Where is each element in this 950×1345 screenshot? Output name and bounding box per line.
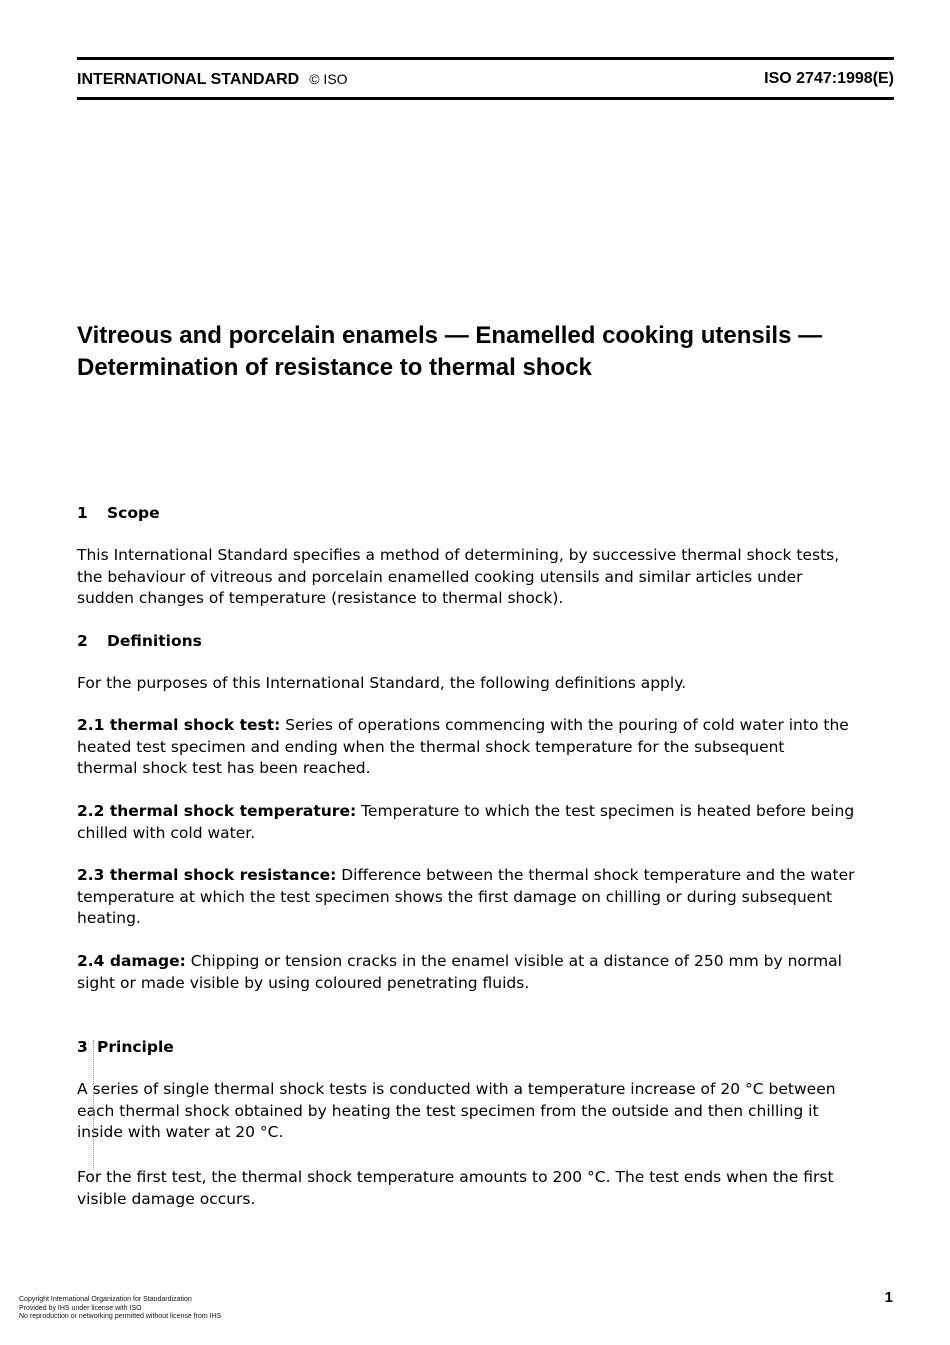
title-line-2: Determination of resistance to thermal shock bbox=[77, 354, 592, 381]
definition-term: 2.1 thermal shock test: bbox=[77, 716, 281, 734]
principle-paragraph-2 bbox=[77, 1167, 907, 1210]
header-doc-number: ISO 2747:1998(E) bbox=[764, 70, 894, 87]
text-line: sight or made visible by using coloured penetrating fluids. bbox=[77, 973, 530, 992]
header-bottom-rule bbox=[77, 97, 894, 100]
margin-dotted-mark bbox=[93, 1040, 95, 1170]
definition-2-1 bbox=[77, 715, 907, 780]
text-line: visible damage occurs. bbox=[77, 1189, 256, 1208]
section-number: 3 bbox=[77, 1038, 88, 1056]
definitions-intro bbox=[77, 673, 907, 695]
section-title: Scope bbox=[107, 504, 160, 522]
text-line: For the first test, the thermal shock temperature amounts to 200 °C. The test ends when the first bbox=[77, 1168, 834, 1186]
text-line: This International Standard specifies a method of determining, by successive thermal shock tests, bbox=[77, 546, 840, 564]
principle-paragraph-1 bbox=[77, 1079, 907, 1144]
definition-2-2 bbox=[77, 801, 907, 844]
header-copyright: © ISO bbox=[309, 71, 348, 87]
text-line: For the purposes of this International Standard, the following definitions apply. bbox=[77, 674, 687, 692]
header-top-rule bbox=[77, 57, 894, 60]
text-line: A series of single thermal shock tests is conducted with a temperature increase of 20 °C between bbox=[77, 1080, 836, 1098]
document-title bbox=[77, 320, 907, 384]
text-line: heated test specimen and ending when the thermal shock temperature for the subsequent bbox=[77, 737, 785, 756]
text-line: Chipping or tension cracks in the enamel visible at a distance of 250 mm by normal bbox=[185, 952, 842, 970]
definition-term: 2.4 damage: bbox=[77, 952, 186, 970]
text-line: Series of operations commencing with the pouring of cold water into the bbox=[280, 716, 849, 734]
scope-paragraph bbox=[77, 545, 907, 610]
text-line: the behaviour of vitreous and porcelain enamelled cooking utensils and similar articles under bbox=[77, 567, 803, 586]
text-line: heating. bbox=[77, 909, 141, 927]
header-left bbox=[77, 69, 348, 90]
definition-2-4 bbox=[77, 951, 907, 994]
footer-line: Copyright International Organization for Standardization bbox=[19, 1296, 192, 1303]
section-1-heading bbox=[77, 503, 160, 523]
definition-term: 2.3 thermal shock resistance: bbox=[77, 866, 337, 884]
section-3-heading bbox=[77, 1037, 174, 1057]
header-standard-label: INTERNATIONAL STANDARD bbox=[77, 71, 300, 88]
text-line: sudden changes of temperature (resistance to thermal shock). bbox=[77, 589, 564, 607]
section-number: 1 bbox=[77, 504, 88, 522]
text-line: Temperature to which the test specimen is heated before being bbox=[356, 802, 855, 820]
section-number: 2 bbox=[77, 632, 88, 650]
title-line-1: Vitreous and porcelain enamels — Enamelled cooking utensils — bbox=[77, 322, 823, 349]
footer-line: Provided by IHS under license with ISO bbox=[19, 1304, 142, 1312]
footer-line: No reproduction or networking permitted without license from IHS bbox=[19, 1313, 222, 1320]
page-number: 1 bbox=[884, 1289, 893, 1306]
section-title: Principle bbox=[97, 1038, 174, 1056]
text-line: thermal shock test has been reached. bbox=[77, 759, 371, 777]
definition-2-3 bbox=[77, 865, 907, 930]
text-line: inside with water at 20 °C. bbox=[77, 1123, 284, 1141]
text-line: temperature at which the test specimen shows the first damage on chilling or during subsequent bbox=[77, 887, 833, 906]
text-line: each thermal shock obtained by heating the test specimen from the outside and then chilling it bbox=[77, 1101, 819, 1120]
copyright-footer bbox=[19, 1296, 221, 1322]
definition-term: 2.2 thermal shock temperature: bbox=[77, 802, 357, 820]
text-line: Difference between the thermal shock temperature and the water bbox=[336, 866, 855, 884]
text-line: chilled with cold water. bbox=[77, 823, 256, 842]
section-2-heading bbox=[77, 631, 202, 651]
section-title: Definitions bbox=[107, 632, 202, 650]
